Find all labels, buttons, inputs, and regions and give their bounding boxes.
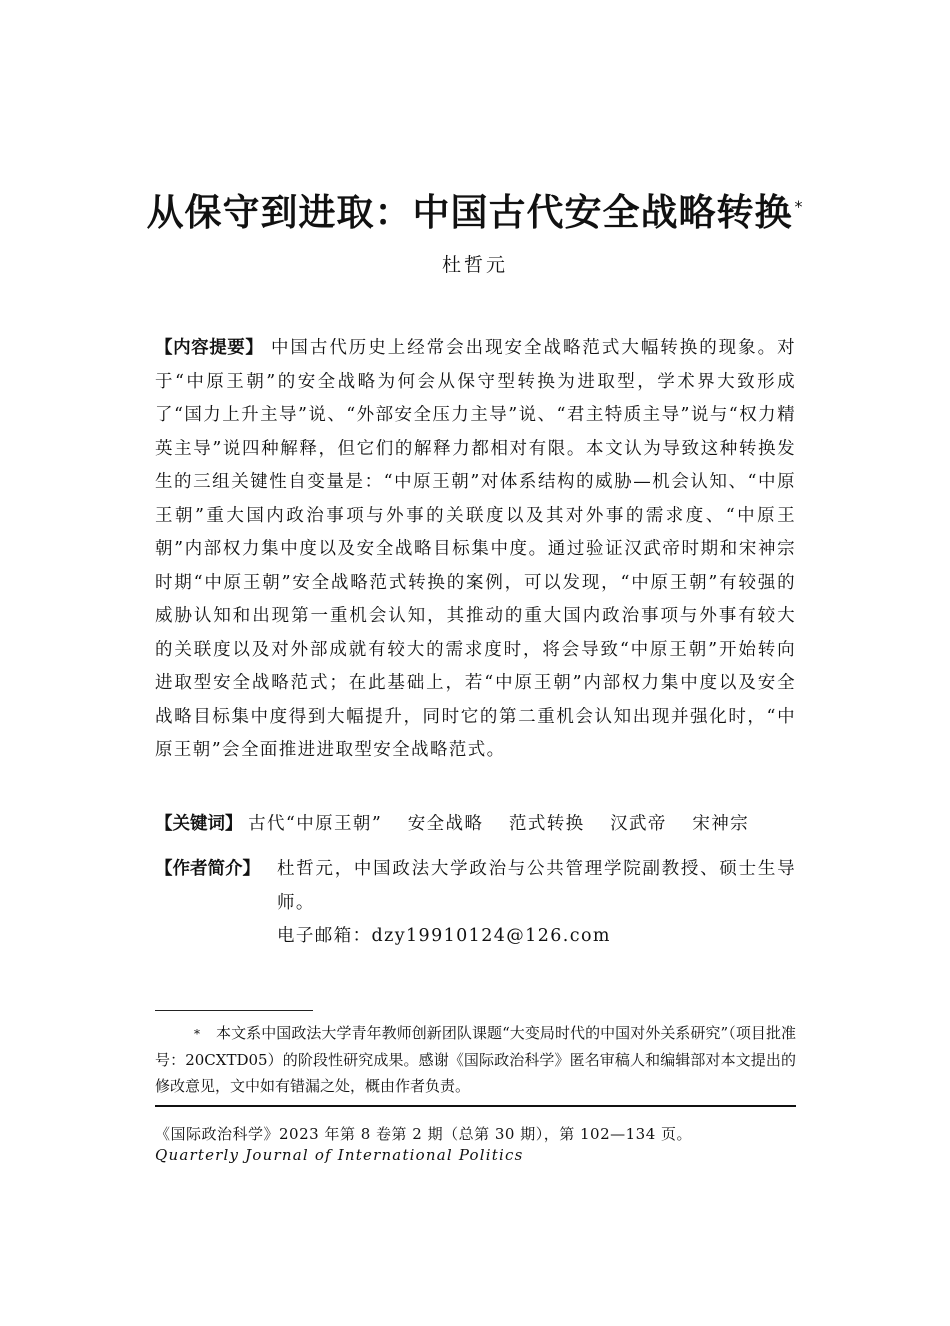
abstract-section	[155, 332, 796, 768]
keywords-section	[155, 808, 796, 841]
author-intro-label: 【作者简介】	[155, 859, 260, 879]
footnote-divider	[155, 1010, 313, 1011]
bottom-divider	[155, 1105, 796, 1107]
keyword-item: 安全战略	[407, 814, 484, 834]
keyword-item: 宋神宗	[692, 814, 750, 834]
author-intro-body	[277, 853, 796, 954]
title-footnote-mark: *	[794, 196, 804, 216]
article-title	[0, 182, 950, 236]
author-intro-section	[155, 853, 796, 954]
keyword-item: 古代“中原王朝”	[248, 814, 383, 834]
citation-line: 《国际政治科学》2023 年第 8 卷第 2 期（总第 30 期），第 102—134 页。	[155, 1125, 693, 1143]
abstract-label: 【内容提要】	[155, 338, 264, 358]
journal-name: Quarterly Journal of International Politics	[155, 1146, 524, 1164]
footnote	[155, 1020, 796, 1099]
footnote-mark: *	[194, 1027, 200, 1041]
author-name: 杜哲元	[441, 254, 508, 276]
author-email: 电子邮箱：dzy19910124@126.com	[277, 926, 611, 946]
footnote-text: 本文系中国政法大学青年教师创新团队课题“大变局时代的中国对外关系研究”（项目批准号：20CXTD05）的阶段性研究成果。感谢《国际政治科学》匿名审稿人和编辑部对本文提出的修改意见，文中如有错漏之处，概由作者负责。	[155, 1024, 796, 1095]
keywords-label: 【关键词】	[155, 814, 243, 834]
keyword-item: 汉武帝	[610, 814, 667, 834]
keyword-item: 范式转换	[508, 814, 585, 834]
abstract-text: 中国古代历史上经常会出现安全战略范式大幅转换的现象。对于“中原王朝”的安全战略为何会从保守型转换为进取型，学术界大致形成了“国力上升主导”说、“外部安全压力主导”说、“君主特质主导”说与“权力精英主导”说四种解释，但它们的解释力都相对有限。本文认为导致这种转换发生的三组关键性自变量是：“中原王朝”对体系结构的威胁—机会认知、“中原王朝”重大国内政治事项与外事的关联度以及其对外事的需求度、“中原王朝”内部权力集中度以及安全战略目标集中度。通过验证汉武帝时期和宋神宗时期“中原王朝”安全战略范式转换的案例，可以发现，“中原王朝”有较强的威胁认知和出现第一重机会认知，其推动的重大国内政治事项与外事有较大的关联度以及对外部成就有较大的需求度时，将会导致“中原王朝”开始转向进取型安全战略范式；在此基础上，若“中原王朝”内部权力集中度以及安全战略目标集中度得到大幅提升，同时它的第二重机会认知出现并强化时，“中原王朝”会全面推进进取型安全战略范式。	[155, 338, 796, 760]
author-intro-text: 杜哲元，中国政法大学政治与公共管理学院副教授、硕士生导师。	[277, 859, 796, 913]
title-text: 从保守到进取：中国古代安全战略转换	[146, 191, 793, 234]
